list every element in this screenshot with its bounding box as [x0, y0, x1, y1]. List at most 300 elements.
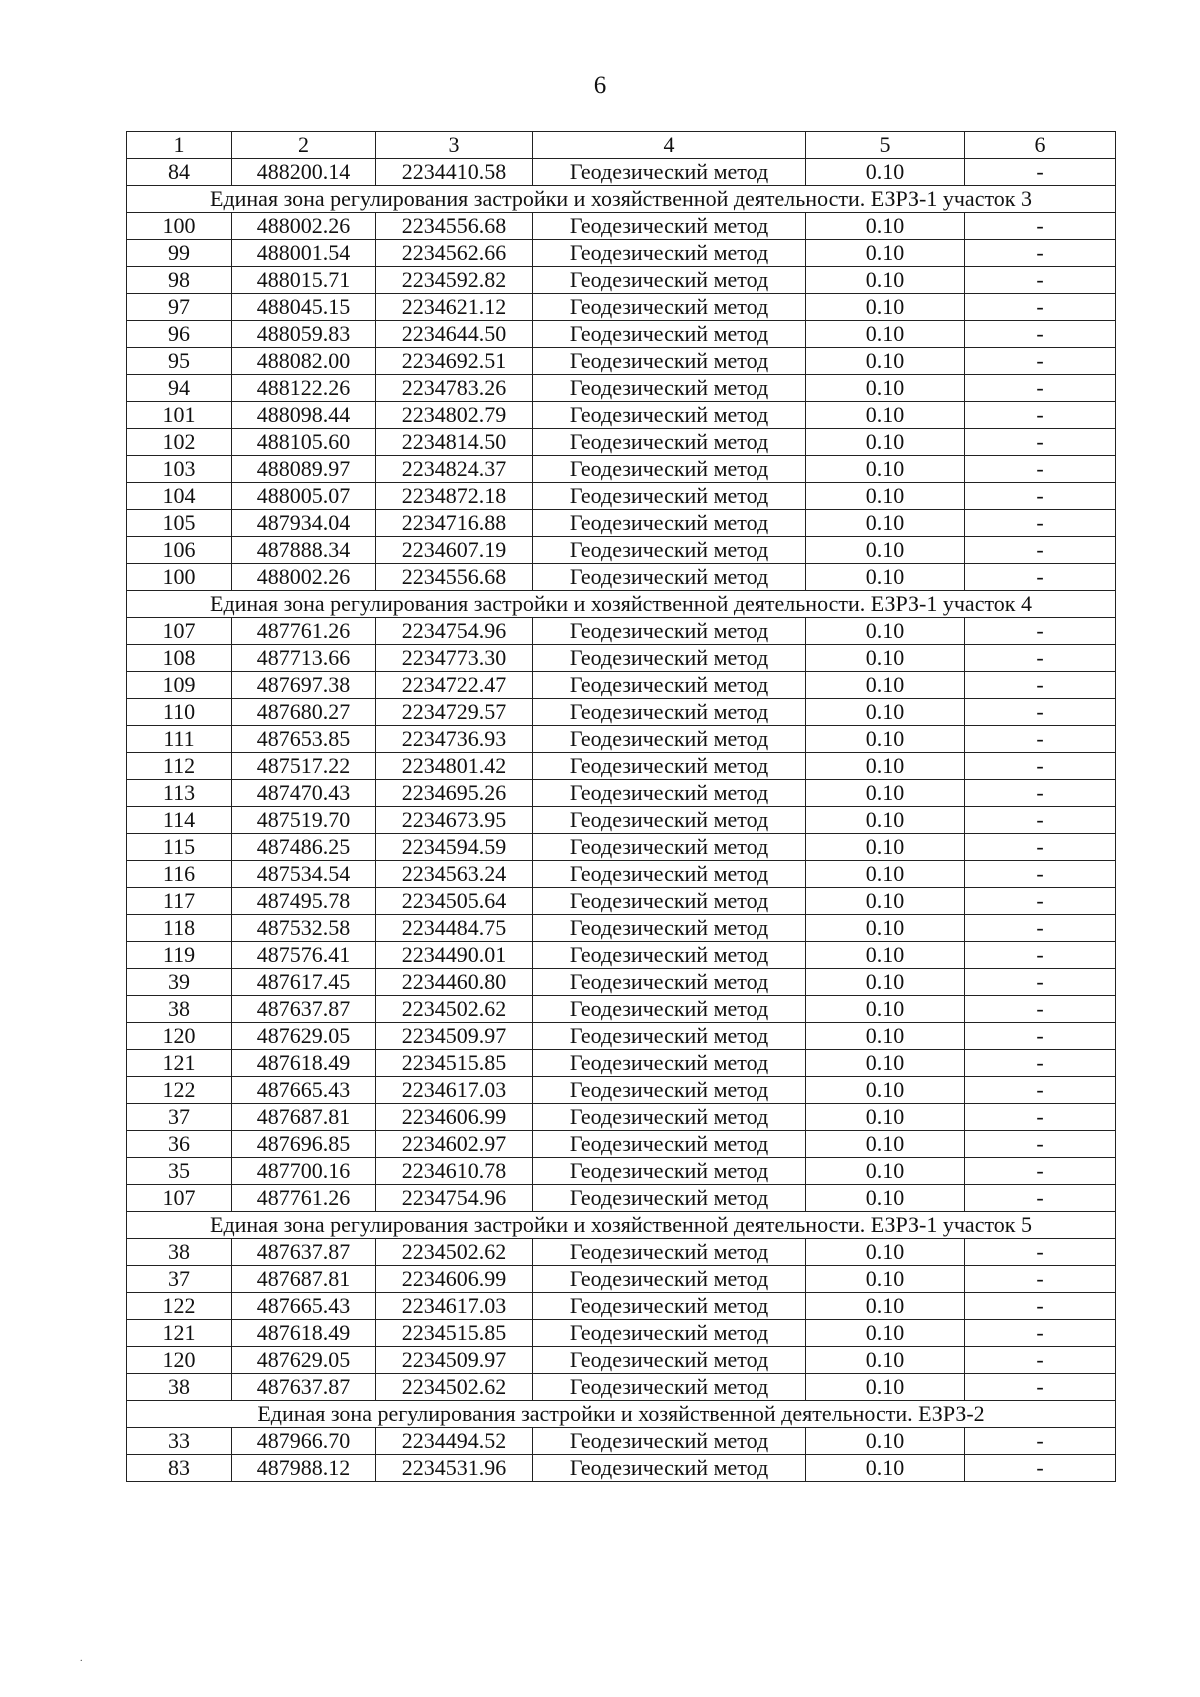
- table-cell: -: [965, 1077, 1116, 1104]
- table-cell: 487576.41: [232, 942, 376, 969]
- table-cell: 2234515.85: [376, 1320, 533, 1347]
- table-cell: 33: [127, 1428, 232, 1455]
- table-cell: 2234610.78: [376, 1158, 533, 1185]
- table-cell: Геодезический метод: [533, 1347, 806, 1374]
- table-cell: 83: [127, 1455, 232, 1482]
- table-cell: 0.10: [806, 672, 965, 699]
- table-row: [127, 753, 1116, 780]
- table-cell: 2234736.93: [376, 726, 533, 753]
- table-cell: -: [965, 294, 1116, 321]
- table-row: [127, 726, 1116, 753]
- table-cell: 0.10: [806, 1320, 965, 1347]
- table-cell: 38: [127, 1239, 232, 1266]
- table-cell: 2234562.66: [376, 240, 533, 267]
- table-cell: Геодезический метод: [533, 996, 806, 1023]
- table-row: [127, 1104, 1116, 1131]
- table-cell: -: [965, 564, 1116, 591]
- table-cell: 98: [127, 267, 232, 294]
- table-cell: 487637.87: [232, 996, 376, 1023]
- table-cell: Геодезический метод: [533, 861, 806, 888]
- table-cell: 99: [127, 240, 232, 267]
- table-cell: 0.10: [806, 1023, 965, 1050]
- table-cell: 0.10: [806, 1347, 965, 1374]
- table-cell: 2234563.24: [376, 861, 533, 888]
- table-cell: 2234502.62: [376, 1374, 533, 1401]
- table-cell: 109: [127, 672, 232, 699]
- table-row: [127, 942, 1116, 969]
- table-row: [127, 915, 1116, 942]
- table-row: [127, 456, 1116, 483]
- table-cell: -: [965, 726, 1116, 753]
- table-cell: 0.10: [806, 1428, 965, 1455]
- table-row: [127, 996, 1116, 1023]
- table-row: [127, 348, 1116, 375]
- table-row: [127, 213, 1116, 240]
- table-cell: 487665.43: [232, 1077, 376, 1104]
- table-cell: 112: [127, 753, 232, 780]
- table-cell: 104: [127, 483, 232, 510]
- table-row: [127, 1050, 1116, 1077]
- table-cell: -: [965, 1428, 1116, 1455]
- table-row: [127, 618, 1116, 645]
- table-cell: 2234722.47: [376, 672, 533, 699]
- table-cell: -: [965, 213, 1116, 240]
- table-row: [127, 1374, 1116, 1401]
- table-cell: 2234515.85: [376, 1050, 533, 1077]
- table-cell: -: [965, 321, 1116, 348]
- table-cell: 121: [127, 1050, 232, 1077]
- table-row: [127, 375, 1116, 402]
- table-cell: 487534.54: [232, 861, 376, 888]
- table-cell: 487687.81: [232, 1266, 376, 1293]
- table-cell: 97: [127, 294, 232, 321]
- table-row: [127, 267, 1116, 294]
- table-cell: 2234490.01: [376, 942, 533, 969]
- table-cell: 94: [127, 375, 232, 402]
- table-row: [127, 1455, 1116, 1482]
- table-cell: -: [965, 1104, 1116, 1131]
- table-cell: -: [965, 348, 1116, 375]
- table-row: [127, 834, 1116, 861]
- table-cell: 487700.16: [232, 1158, 376, 1185]
- table-cell: 487486.25: [232, 834, 376, 861]
- table-cell: 105: [127, 510, 232, 537]
- table-cell: 2234509.97: [376, 1023, 533, 1050]
- table-cell: 2234602.97: [376, 1131, 533, 1158]
- table-cell: -: [965, 1455, 1116, 1482]
- table-cell: 487653.85: [232, 726, 376, 753]
- section-header-row: [127, 1212, 1116, 1239]
- header-row: [127, 132, 1116, 159]
- table-cell: 487629.05: [232, 1023, 376, 1050]
- section-header-row: [127, 186, 1116, 213]
- table-cell: Геодезический метод: [533, 348, 806, 375]
- table-cell: -: [965, 483, 1116, 510]
- section-header-row: [127, 1401, 1116, 1428]
- table-cell: 0.10: [806, 429, 965, 456]
- table-cell: -: [965, 267, 1116, 294]
- table-cell: 487934.04: [232, 510, 376, 537]
- table-cell: -: [965, 456, 1116, 483]
- table-cell: 0.10: [806, 861, 965, 888]
- table-cell: 0.10: [806, 213, 965, 240]
- header-cell: 2: [232, 132, 376, 159]
- table-cell: 39: [127, 969, 232, 996]
- table-cell: Геодезический метод: [533, 780, 806, 807]
- table-cell: 35: [127, 1158, 232, 1185]
- table-cell: 0.10: [806, 375, 965, 402]
- table-cell: Геодезический метод: [533, 1050, 806, 1077]
- table-cell: 488122.26: [232, 375, 376, 402]
- table-cell: -: [965, 537, 1116, 564]
- table-cell: -: [965, 753, 1116, 780]
- table-cell: 113: [127, 780, 232, 807]
- table-cell: 116: [127, 861, 232, 888]
- table-cell: -: [965, 1050, 1116, 1077]
- table-cell: 107: [127, 1185, 232, 1212]
- table-cell: Геодезический метод: [533, 1293, 806, 1320]
- table-cell: Геодезический метод: [533, 1428, 806, 1455]
- table-cell: Геодезический метод: [533, 1158, 806, 1185]
- table-cell: 2234872.18: [376, 483, 533, 510]
- table-cell: 111: [127, 726, 232, 753]
- table-cell: Геодезический метод: [533, 483, 806, 510]
- table-cell: -: [965, 1131, 1116, 1158]
- table-cell: Геодезический метод: [533, 942, 806, 969]
- table-cell: 0.10: [806, 1455, 965, 1482]
- table-cell: 488059.83: [232, 321, 376, 348]
- table-cell: 2234716.88: [376, 510, 533, 537]
- table-cell: 2234556.68: [376, 564, 533, 591]
- table-cell: 120: [127, 1347, 232, 1374]
- table-cell: Геодезический метод: [533, 1374, 806, 1401]
- table-row: [127, 321, 1116, 348]
- section-title: Единая зона регулирования застройки и хозяйственной деятельности. ЕЗРЗ-1 участок 3: [127, 186, 1116, 213]
- table-row: [127, 1266, 1116, 1293]
- section-title: Единая зона регулирования застройки и хозяйственной деятельности. ЕЗРЗ-1 участок 5: [127, 1212, 1116, 1239]
- table-cell: 0.10: [806, 726, 965, 753]
- header-cell: 1: [127, 132, 232, 159]
- table-cell: -: [965, 996, 1116, 1023]
- table-cell: 2234606.99: [376, 1266, 533, 1293]
- table-cell: 0.10: [806, 402, 965, 429]
- table-cell: 2234494.52: [376, 1428, 533, 1455]
- table-cell: 2234617.03: [376, 1077, 533, 1104]
- table-cell: 38: [127, 1374, 232, 1401]
- table-cell: 2234729.57: [376, 699, 533, 726]
- table-cell: 487495.78: [232, 888, 376, 915]
- table-cell: -: [965, 429, 1116, 456]
- table-row: [127, 807, 1116, 834]
- page-number: 6: [593, 72, 607, 99]
- table-cell: 0.10: [806, 456, 965, 483]
- scan-mark: .: [80, 1653, 83, 1664]
- table-cell: Геодезический метод: [533, 1077, 806, 1104]
- table-cell: 119: [127, 942, 232, 969]
- table-cell: 0.10: [806, 1104, 965, 1131]
- table-cell: 103: [127, 456, 232, 483]
- table-cell: Геодезический метод: [533, 294, 806, 321]
- table-cell: -: [965, 780, 1116, 807]
- table-cell: 96: [127, 321, 232, 348]
- table-cell: Геодезический метод: [533, 213, 806, 240]
- table-cell: 487618.49: [232, 1320, 376, 1347]
- table-cell: 100: [127, 564, 232, 591]
- table-cell: 121: [127, 1320, 232, 1347]
- table-cell: 2234644.50: [376, 321, 533, 348]
- table-cell: 487966.70: [232, 1428, 376, 1455]
- table-row: [127, 240, 1116, 267]
- table-cell: 0.10: [806, 915, 965, 942]
- table-row: [127, 1428, 1116, 1455]
- table-cell: -: [965, 402, 1116, 429]
- table-cell: 2234502.62: [376, 996, 533, 1023]
- table-cell: 487761.26: [232, 1185, 376, 1212]
- table-row: [127, 159, 1116, 186]
- table-cell: Геодезический метод: [533, 1131, 806, 1158]
- table-cell: Геодезический метод: [533, 537, 806, 564]
- table-cell: 2234410.58: [376, 159, 533, 186]
- table-cell: Геодезический метод: [533, 1104, 806, 1131]
- table-cell: 487713.66: [232, 645, 376, 672]
- table-cell: 2234505.64: [376, 888, 533, 915]
- table-cell: Геодезический метод: [533, 564, 806, 591]
- table-cell: -: [965, 807, 1116, 834]
- table-row: [127, 645, 1116, 672]
- table-cell: 488015.71: [232, 267, 376, 294]
- table-row: [127, 699, 1116, 726]
- table-cell: 100: [127, 213, 232, 240]
- table-cell: Геодезический метод: [533, 321, 806, 348]
- table-cell: 0.10: [806, 348, 965, 375]
- table-cell: 122: [127, 1077, 232, 1104]
- table-row: [127, 483, 1116, 510]
- table-cell: 2234509.97: [376, 1347, 533, 1374]
- table-row: [127, 294, 1116, 321]
- table-cell: 2234592.82: [376, 267, 533, 294]
- table-row: [127, 1293, 1116, 1320]
- table-cell: 0.10: [806, 645, 965, 672]
- table-cell: Геодезический метод: [533, 402, 806, 429]
- table-row: [127, 510, 1116, 537]
- table-cell: Геодезический метод: [533, 1455, 806, 1482]
- table-cell: 2234801.42: [376, 753, 533, 780]
- table-cell: 2234754.96: [376, 1185, 533, 1212]
- table-cell: 488082.00: [232, 348, 376, 375]
- table-cell: 38: [127, 996, 232, 1023]
- table-cell: 0.10: [806, 294, 965, 321]
- table-cell: Геодезический метод: [533, 510, 806, 537]
- table-cell: 2234783.26: [376, 375, 533, 402]
- table-cell: 0.10: [806, 1050, 965, 1077]
- table-cell: 0.10: [806, 1293, 965, 1320]
- table-cell: 110: [127, 699, 232, 726]
- table-cell: 84: [127, 159, 232, 186]
- table-cell: Геодезический метод: [533, 969, 806, 996]
- table-cell: 0.10: [806, 1131, 965, 1158]
- table-cell: -: [965, 888, 1116, 915]
- table-cell: Геодезический метод: [533, 1023, 806, 1050]
- table-row: [127, 780, 1116, 807]
- table-cell: Геодезический метод: [533, 672, 806, 699]
- table-cell: 0.10: [806, 780, 965, 807]
- table-cell: 2234802.79: [376, 402, 533, 429]
- table-row: [127, 1131, 1116, 1158]
- table-cell: 118: [127, 915, 232, 942]
- table-cell: 487680.27: [232, 699, 376, 726]
- section-header-row: [127, 591, 1116, 618]
- table-cell: 488002.26: [232, 213, 376, 240]
- table-cell: 0.10: [806, 159, 965, 186]
- table-cell: 2234556.68: [376, 213, 533, 240]
- table-cell: 487697.38: [232, 672, 376, 699]
- table-cell: 0.10: [806, 240, 965, 267]
- table-cell: 107: [127, 618, 232, 645]
- table-cell: 2234502.62: [376, 1239, 533, 1266]
- table-cell: -: [965, 159, 1116, 186]
- table-body: [127, 132, 1116, 1482]
- table-cell: Геодезический метод: [533, 834, 806, 861]
- table-cell: 2234606.99: [376, 1104, 533, 1131]
- table-cell: Геодезический метод: [533, 1320, 806, 1347]
- table-cell: 487470.43: [232, 780, 376, 807]
- table-cell: -: [965, 510, 1116, 537]
- table-cell: 2234673.95: [376, 807, 533, 834]
- table-cell: 101: [127, 402, 232, 429]
- table-cell: -: [965, 240, 1116, 267]
- table-cell: 114: [127, 807, 232, 834]
- table-cell: 122: [127, 1293, 232, 1320]
- header-cell: 5: [806, 132, 965, 159]
- table-cell: 487618.49: [232, 1050, 376, 1077]
- table-row: [127, 969, 1116, 996]
- table-row: [127, 1320, 1116, 1347]
- table-cell: Геодезический метод: [533, 645, 806, 672]
- table-cell: 0.10: [806, 807, 965, 834]
- table-cell: -: [965, 1293, 1116, 1320]
- table-cell: 106: [127, 537, 232, 564]
- table-cell: 0.10: [806, 564, 965, 591]
- header-cell: 6: [965, 132, 1116, 159]
- table-cell: -: [965, 861, 1116, 888]
- table-cell: 488001.54: [232, 240, 376, 267]
- table-cell: -: [965, 375, 1116, 402]
- table-cell: 2234754.96: [376, 618, 533, 645]
- table-cell: Геодезический метод: [533, 1266, 806, 1293]
- table-row: [127, 1023, 1116, 1050]
- table-cell: 0.10: [806, 969, 965, 996]
- table-cell: 2234594.59: [376, 834, 533, 861]
- table-cell: 487696.85: [232, 1131, 376, 1158]
- table-cell: 487637.87: [232, 1374, 376, 1401]
- table-cell: 487517.22: [232, 753, 376, 780]
- table-cell: 2234531.96: [376, 1455, 533, 1482]
- table-cell: Геодезический метод: [533, 1185, 806, 1212]
- table-cell: -: [965, 915, 1116, 942]
- table-cell: -: [965, 1158, 1116, 1185]
- table-cell: 0.10: [806, 699, 965, 726]
- table-cell: 2234484.75: [376, 915, 533, 942]
- table-row: [127, 1347, 1116, 1374]
- table-cell: -: [965, 672, 1116, 699]
- table-cell: 0.10: [806, 537, 965, 564]
- table-cell: 487637.87: [232, 1239, 376, 1266]
- table-cell: 2234692.51: [376, 348, 533, 375]
- table-cell: 487988.12: [232, 1455, 376, 1482]
- table-cell: -: [965, 1023, 1116, 1050]
- table-row: [127, 1185, 1116, 1212]
- table-cell: Геодезический метод: [533, 888, 806, 915]
- table-cell: 117: [127, 888, 232, 915]
- table-cell: 0.10: [806, 996, 965, 1023]
- table-row: [127, 1239, 1116, 1266]
- table-cell: 0.10: [806, 1077, 965, 1104]
- table-cell: 488200.14: [232, 159, 376, 186]
- table-cell: -: [965, 1266, 1116, 1293]
- table-cell: 0.10: [806, 753, 965, 780]
- table-cell: -: [965, 699, 1116, 726]
- table-cell: Геодезический метод: [533, 915, 806, 942]
- table-cell: -: [965, 1185, 1116, 1212]
- table-cell: Геодезический метод: [533, 240, 806, 267]
- table-cell: 0.10: [806, 1158, 965, 1185]
- table-cell: 0.10: [806, 1374, 965, 1401]
- table-cell: 487888.34: [232, 537, 376, 564]
- table-cell: Геодезический метод: [533, 699, 806, 726]
- table-row: [127, 1077, 1116, 1104]
- table-cell: 2234617.03: [376, 1293, 533, 1320]
- table-cell: -: [965, 1239, 1116, 1266]
- table-cell: 0.10: [806, 618, 965, 645]
- table-cell: Геодезический метод: [533, 375, 806, 402]
- table-cell: 487629.05: [232, 1347, 376, 1374]
- table-cell: 2234621.12: [376, 294, 533, 321]
- table-cell: 0.10: [806, 1239, 965, 1266]
- table-cell: -: [965, 834, 1116, 861]
- table-cell: -: [965, 942, 1116, 969]
- table-cell: Геодезический метод: [533, 267, 806, 294]
- table-cell: Геодезический метод: [533, 753, 806, 780]
- table-cell: 487519.70: [232, 807, 376, 834]
- table-cell: 487665.43: [232, 1293, 376, 1320]
- table-cell: 487532.58: [232, 915, 376, 942]
- table-cell: Геодезический метод: [533, 726, 806, 753]
- table-row: [127, 429, 1116, 456]
- table-cell: Геодезический метод: [533, 807, 806, 834]
- table-row: [127, 1158, 1116, 1185]
- table-cell: 0.10: [806, 1185, 965, 1212]
- table-cell: 487761.26: [232, 618, 376, 645]
- table-cell: 2234773.30: [376, 645, 533, 672]
- table-cell: 95: [127, 348, 232, 375]
- table-cell: Геодезический метод: [533, 1239, 806, 1266]
- table-cell: 2234824.37: [376, 456, 533, 483]
- table-cell: 102: [127, 429, 232, 456]
- table-cell: -: [965, 618, 1116, 645]
- table-row: [127, 537, 1116, 564]
- table-cell: Геодезический метод: [533, 456, 806, 483]
- table-cell: 36: [127, 1131, 232, 1158]
- table-cell: 488002.26: [232, 564, 376, 591]
- table-row: [127, 861, 1116, 888]
- section-title: Единая зона регулирования застройки и хозяйственной деятельности. ЕЗРЗ-2: [127, 1401, 1116, 1428]
- coordinates-table: [126, 131, 1116, 1482]
- table-cell: 0.10: [806, 834, 965, 861]
- table-cell: 0.10: [806, 510, 965, 537]
- table-cell: -: [965, 1347, 1116, 1374]
- table-cell: 0.10: [806, 1266, 965, 1293]
- table-cell: 488089.97: [232, 456, 376, 483]
